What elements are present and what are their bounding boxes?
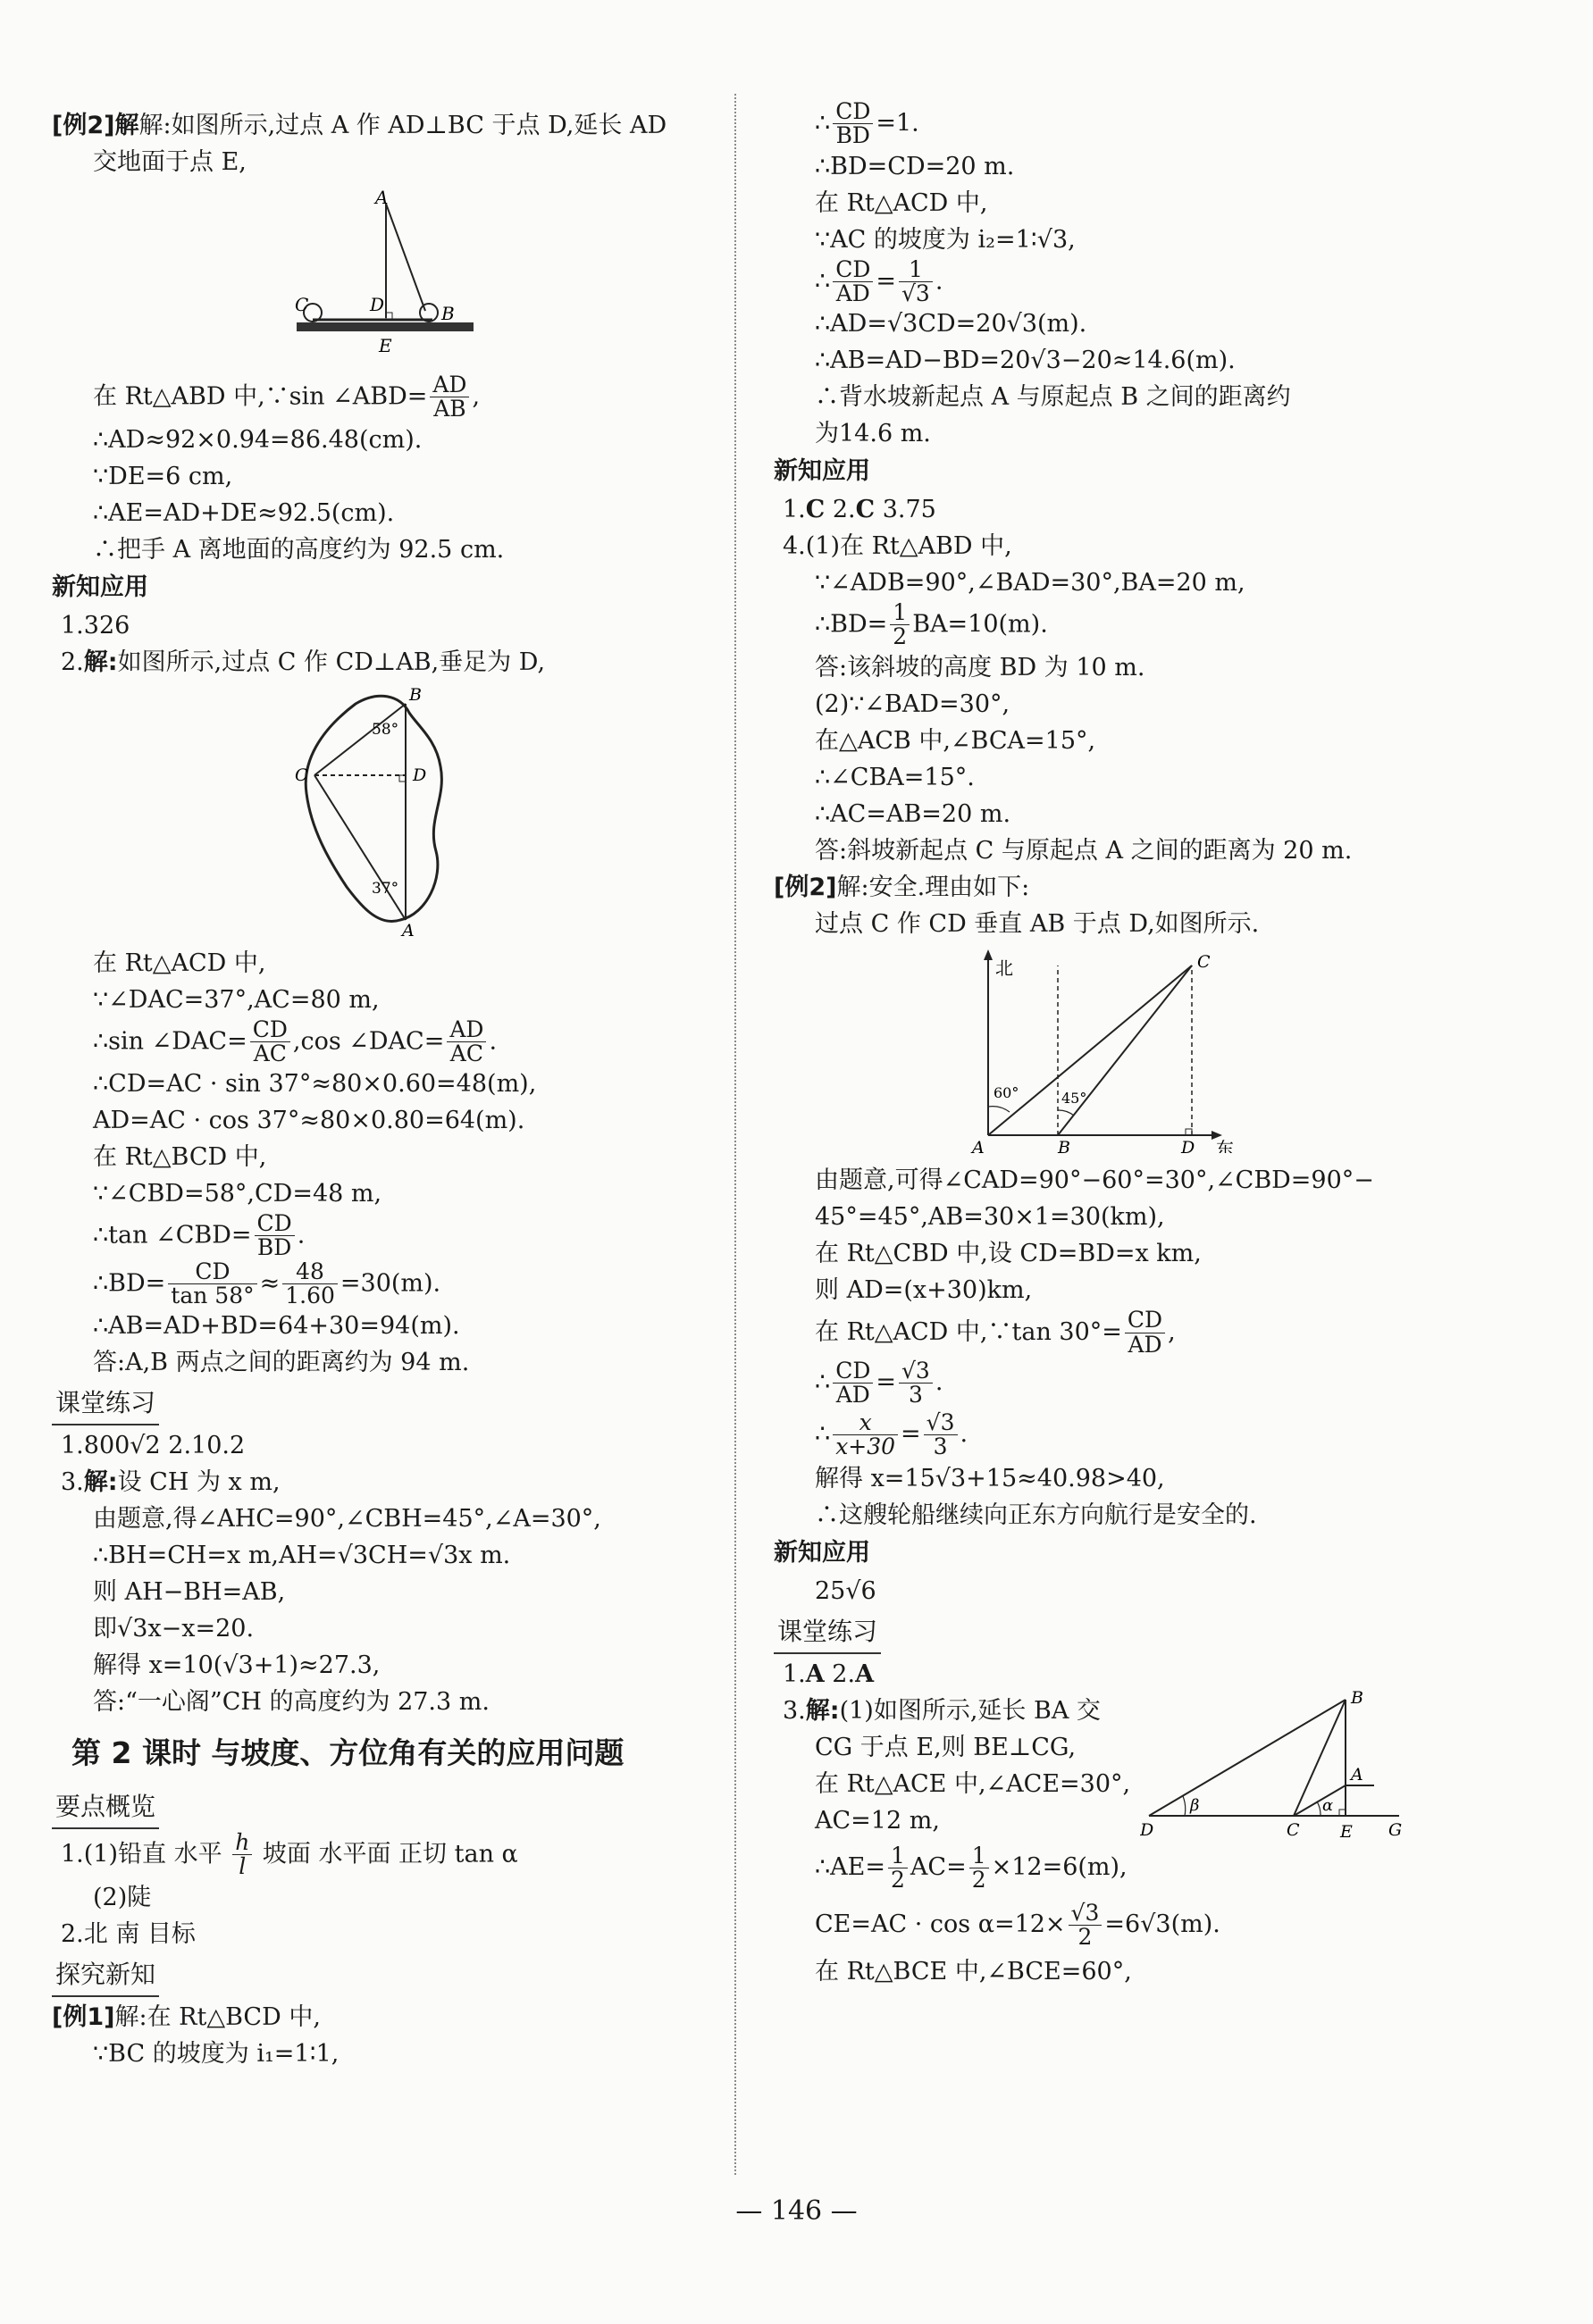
- section-heading-new-knowledge-3: 新知应用: [774, 1538, 870, 1567]
- line-solve-x: 解得 x=10(√3+1)≈27.3,: [93, 1651, 381, 1679]
- practice-3b-intro: 3.解:(1)如图所示,延长 BA 交: [783, 1696, 1101, 1725]
- angle-45: 45°: [1061, 1089, 1087, 1107]
- section-heading-class-practice-2: 课堂练习: [774, 1609, 1453, 1656]
- line-cd-ad-sqrt3: ∴ $\frac{CD}{AD}$ = $\frac{√3}{3}$ .: [815, 1357, 943, 1408]
- line-ah-bh: 则 AH−BH=AB,: [93, 1578, 286, 1606]
- line-ab: ∴AB=AD−BD=20√3−20≈14.6(m).: [815, 347, 1236, 374]
- answer-4-intro: 4.(1)在 Rt△ABD 中,: [783, 532, 1012, 560]
- line-answer-ab: 答:A,B 两点之间的距离约为 94 m.: [93, 1349, 470, 1376]
- line-answer-bd: 答:该斜坡的高度 BD 为 10 m.: [815, 653, 1145, 681]
- line-ab: ∴AB=AD+BD=64+30=94(m).: [93, 1312, 460, 1340]
- label-A: A: [972, 1137, 985, 1153]
- page-number: — 146 —: [735, 2195, 858, 2227]
- line-sin-abd: 在 Rt△ABD 中,∵sin ∠ABD= $\frac{AD}{AB}$ ,: [93, 372, 481, 422]
- answer-25root6: 25√6: [815, 1576, 876, 1605]
- left-column: [52, 107, 731, 2072]
- line-conclusion-2: 为14.6 m.: [815, 420, 931, 447]
- line-sin-cos: ∴sin ∠DAC= $\frac{CD}{AC}$ ,cos ∠DAC= $\frac{AD}{AC}$ .: [93, 1016, 498, 1066]
- example1-line2: ∵BC 的坡度为 i₁=1∶1,: [93, 2039, 340, 2068]
- line-answer-ch: 答:“一心阁”CH 的高度约为 27.3 m.: [93, 1688, 490, 1716]
- example2-line1: [例2]解解:如图所示,过点 A 作 AD⊥BC 于点 D,延长 AD: [52, 112, 667, 139]
- label-D: D: [370, 294, 385, 315]
- angle-37: 37°: [372, 879, 399, 898]
- line-ce: CE=AC · cos α=12× $\frac{√3}{2}$ =6√3(m).: [815, 1899, 1220, 1950]
- east-label: 东: [1216, 1137, 1234, 1153]
- answers-1-3: 1.C 2.C 3.75: [783, 496, 936, 523]
- figure-bearing-diagram: [774, 948, 1453, 1157]
- line-ad: ∴AD≈92×0.94=86.48(cm).: [93, 425, 423, 454]
- key-point-1: 1.(1)铅直 水平 $\frac{h}{l}$ 坡面 水平面 正切 tan α: [61, 1829, 518, 1880]
- line-ac-ab: ∴AC=AB=20 m.: [815, 799, 1011, 828]
- line-de: ∵DE=6 cm,: [93, 462, 233, 490]
- line-rt-bcd: 在 Rt△BCD 中,: [93, 1143, 267, 1171]
- line-ace: 在 Rt△ACE 中,∠ACE=30°,: [815, 1769, 1131, 1798]
- line-dac: ∵∠DAC=37°,AC=80 m,: [93, 985, 380, 1014]
- line-cbd: ∵∠CBD=58°,CD=48 m,: [93, 1180, 382, 1208]
- practice-3-block: [774, 1687, 1453, 1839]
- line-cba: ∴∠CBA=15°.: [815, 763, 975, 791]
- label-A: A: [402, 920, 415, 936]
- label-E: E: [1340, 1821, 1353, 1839]
- figure-lake-diagram: [52, 686, 731, 940]
- angle-60: 60°: [994, 1083, 1019, 1101]
- line-cad: 由题意,可得∠CAD=90°−60°=30°,∠CBD=90°−: [815, 1166, 1374, 1194]
- label-G: G: [1388, 1819, 1403, 1839]
- line-ad: ∴AD=√3CD=20√3(m).: [815, 310, 1087, 338]
- figure-slope-diagram: [1140, 1687, 1408, 1843]
- label-A: A: [375, 187, 389, 208]
- line-bd: ∴BD= $\frac{CD}{\tan 58^\circ}$ ≈ $\frac{48}{1.60}$ =30(m).: [93, 1258, 441, 1308]
- key-point-1-2: (2)陡: [93, 1883, 152, 1911]
- example2-line2: 交地面于点 E,: [93, 148, 247, 176]
- line-bca: 在△ACB 中,∠BCA=15°,: [815, 726, 1096, 755]
- line-x-ratio: ∴ $\frac{x}{x+30}$ = $\frac{√3}{3}$ .: [815, 1409, 968, 1459]
- north-label: 北: [995, 957, 1013, 979]
- line-tan30: 在 Rt△ACD 中,∵tan 30°= $\frac{CD}{AD}$ ,: [815, 1307, 1176, 1358]
- key-point-2: 2.北 南 目标: [61, 1919, 196, 1948]
- answer-1: 1.326: [61, 611, 130, 640]
- practice-answers-1-2b: 1.A 2.A: [783, 1659, 875, 1688]
- line-tan-cbd: ∴tan ∠CBD= $\frac{CD}{BD}$ .: [93, 1210, 306, 1261]
- line-cbd: 45°=45°,AB=30×1=30(km),: [815, 1202, 1165, 1231]
- label-C: C: [295, 294, 309, 315]
- line-rt-acd: 在 Rt△ACD 中,: [93, 949, 266, 977]
- line-bd-half: ∴BD= $\frac{1}{2}$ BA=10(m).: [815, 599, 1048, 650]
- label-C: C: [1287, 1819, 1300, 1839]
- label-C: C: [295, 765, 308, 785]
- line-rt-cbd: 在 Rt△CBD 中,设 CD=BD=x km,: [815, 1239, 1202, 1267]
- label-C: C: [1197, 951, 1211, 972]
- label-D: D: [413, 765, 427, 785]
- label-E: E: [379, 335, 392, 356]
- line-conclusion-1: ∴背水坡新起点 A 与原起点 B 之间的距离约: [815, 383, 1291, 411]
- example1-line1: [例1]解:在 Rt△BCD 中,: [52, 2002, 321, 2031]
- line-angles: 由题意,得∠AHC=90°,∠CBH=45°,∠A=30°,: [93, 1505, 601, 1533]
- section-heading-explore: 探究新知: [52, 1952, 731, 1999]
- line-bce: 在 Rt△BCE 中,∠BCE=60°,: [815, 1957, 1132, 1985]
- line-ac-12: AC=12 m,: [815, 1806, 940, 1835]
- line-ae: ∴AE= $\frac{1}{2}$ AC= $\frac{1}{2}$ ×12=6(m),: [815, 1842, 1128, 1893]
- label-B: B: [441, 303, 455, 324]
- label-B: B: [1058, 1137, 1070, 1153]
- angle-alpha: α: [1322, 1795, 1334, 1815]
- section-heading-class-practice: 课堂练习: [52, 1381, 731, 1427]
- line-rt-acd: 在 Rt△ACD 中,: [815, 188, 988, 217]
- line-ae: ∴AE=AD+DE≈92.5(cm).: [93, 498, 395, 527]
- line-bad: (2)∵∠BAD=30°,: [815, 690, 1010, 718]
- line-adb: ∵∠ADB=90°,∠BAD=30°,BA=20 m,: [815, 569, 1245, 597]
- label-A: A: [1351, 1764, 1363, 1785]
- practice-answers-1-2: 1.800√2 2.10.2: [61, 1432, 246, 1459]
- line-cd: ∴CD=AC · sin 37°≈80×0.60=48(m),: [93, 1070, 537, 1098]
- line-be-cg: CG 于点 E,则 BE⊥CG,: [815, 1733, 1077, 1761]
- label-B: B: [409, 685, 422, 705]
- example2b-line2: 过点 C 作 CD 垂直 AB 于点 D,如图所示.: [815, 909, 1260, 938]
- label-D: D: [1140, 1819, 1154, 1839]
- line-solve-x: 解得 x=15√3+15≈40.98>40,: [815, 1464, 1165, 1492]
- section-heading-key-points: 要点概览: [52, 1785, 731, 1831]
- figure-handle-diagram: [52, 186, 731, 368]
- answer-2-intro: 2.解:如图所示,过点 C 作 CD⊥AB,垂足为 D,: [61, 648, 546, 676]
- line-bh: ∴BH=CH=x m,AH=√3CH=√3x m.: [93, 1542, 511, 1569]
- angle-beta: β: [1190, 1795, 1200, 1815]
- angle-58: 58°: [372, 720, 399, 739]
- label-B: B: [1351, 1687, 1363, 1708]
- line-cd-ad-ratio: ∴ $\frac{CD}{AD}$ = $\frac{1}{√3}$ .: [815, 255, 943, 306]
- line-ad-cos: AD=AC · cos 37°≈80×0.80=64(m).: [93, 1107, 525, 1134]
- line-ad-x: 则 AD=(x+30)km,: [815, 1275, 1033, 1304]
- practice-3-intro: 3.解:设 CH 为 x m,: [61, 1468, 281, 1496]
- label-D: D: [1181, 1137, 1195, 1153]
- lesson-title: 第 2 课时 与坡度、方位角有关的应用问题: [71, 1735, 625, 1770]
- section-heading-new-knowledge-2: 新知应用: [774, 457, 870, 485]
- section-heading-new-knowledge: 新知应用: [52, 573, 148, 601]
- column-divider: [734, 94, 736, 2175]
- line-slope-ac: ∵AC 的坡度为 i₂=1∶√3,: [815, 225, 1076, 254]
- line-safe: ∴这艘轮船继续向正东方向航行是安全的.: [815, 1501, 1257, 1529]
- example2b-line1: [例2]解:安全.理由如下:: [774, 873, 1030, 901]
- line-equation: 即√3x−x=20.: [93, 1615, 255, 1643]
- line-cd-bd-ratio: ∴ $\frac{CD}{BD}$ =1.: [815, 98, 919, 149]
- line-answer-handle: ∴把手 A 离地面的高度约为 92.5 cm.: [93, 535, 505, 564]
- line-answer-ac: 答:斜坡新起点 C 与原起点 A 之间的距离为 20 m.: [815, 836, 1353, 865]
- right-column: [774, 100, 1453, 1990]
- line-bd-cd: ∴BD=CD=20 m.: [815, 152, 1015, 180]
